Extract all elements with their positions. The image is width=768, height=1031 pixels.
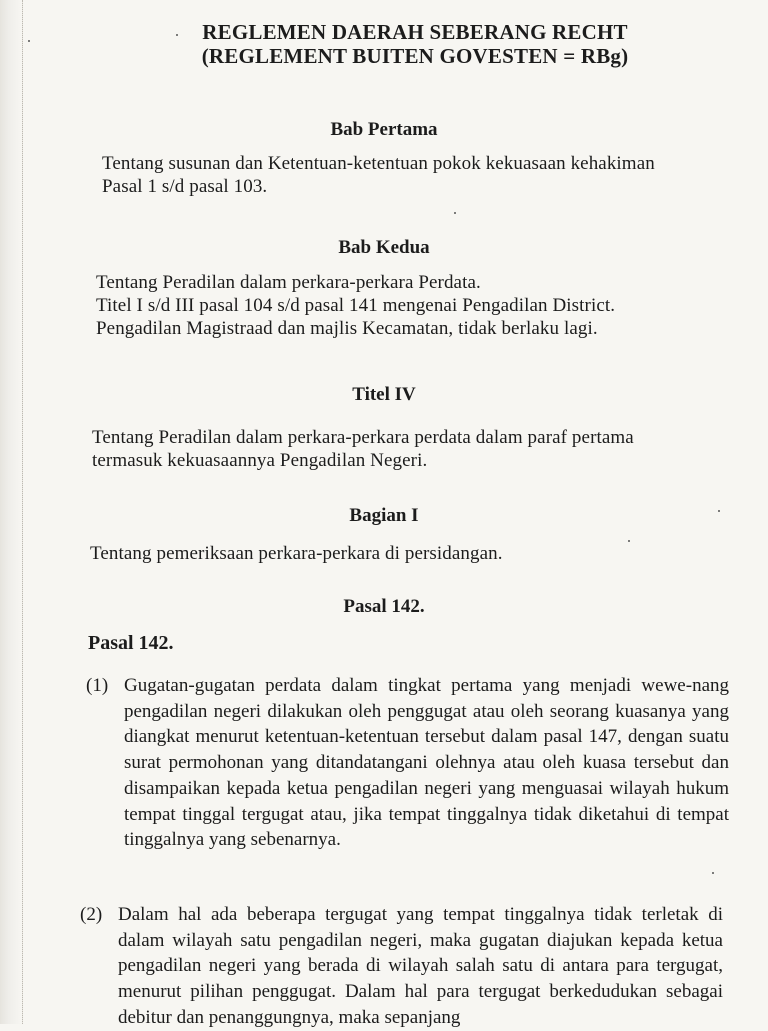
heading-bagian-i: Bagian I <box>349 505 419 526</box>
text-line: Tentang Peradilan dalam perkara-perkara Perdata. <box>96 272 481 293</box>
item-text: Dalam hal ada beberapa tergugat yang tempat tinggalnya tidak terletak di dalam wilayah satu pengadilan negeri, maka gugatan diajukan kepada ketua pengadilan negeri yang berada di wilayah salah satu di antara para tergugat, menurut pilihan penggugat. Dalam hal para tergugat berkedudukan sebagai debitur dan penanggungnya, maka sepanjang <box>118 904 723 1028</box>
heading-titel-iv: Titel IV <box>352 384 416 405</box>
scan-speck <box>176 34 178 36</box>
paragraph-titel-iv <box>92 426 762 472</box>
text-line: termasuk kekuasaannya Pengadilan Negeri. <box>92 450 428 471</box>
text-line: Titel I s/d III pasal 104 s/d pasal 141 mengenai Pengadilan District. <box>96 295 616 316</box>
scan-speck <box>454 212 456 214</box>
item-number: (2) <box>80 904 103 925</box>
document-title <box>190 20 640 68</box>
heading-pasal-142-centered: Pasal 142. <box>343 596 425 617</box>
scan-speck <box>28 40 30 42</box>
paragraph-bagian-i <box>90 542 750 565</box>
paragraph-bab-kedua <box>96 271 756 340</box>
paragraph-bab-pertama <box>102 152 762 198</box>
text-line: Tentang Peradilan dalam perkara-perkara perdata dalam paraf pertama <box>92 427 634 448</box>
text-line: Pasal 1 s/d pasal 103. <box>102 176 268 197</box>
text-line: Tentang pemeriksaan perkara-perkara di persidangan. <box>90 543 503 564</box>
title-line-2: (REGLEMENT BUITEN GOVESTEN = RBg) <box>201 44 629 68</box>
item-number: (1) <box>86 675 109 696</box>
item-text: Gugatan-gugatan perdata dalam tingkat pertama yang menjadi wewe-nang pengadilan negeri dilakukan oleh penggugat atau oleh seorang kuasanya yang diangkat menurut ketentuan-ketentuan tersebut dalam pasal 147, dengan suatu surat permohonan yang ditandatangani olehnya atau oleh kuasa tersebut dan disampaikan kepada ketua pengadilan negeri yang menguasai wilayah hukum tempat tinggal tergugat atau, jika tempat tinggalnya tidak diketahui di tempat tinggalnya yang sebenarnya. <box>124 675 729 851</box>
heading-pasal-142: Pasal 142. <box>88 632 174 654</box>
text-line: Tentang susunan dan Ketentuan-ketentuan pokok kekuasaan kehakiman <box>102 153 655 174</box>
heading-bab-pertama: Bab Pertama <box>330 119 438 140</box>
heading-bab-kedua: Bab Kedua <box>338 237 430 258</box>
scan-speck <box>712 872 714 874</box>
text-line: Pengadilan Magistraad dan majlis Kecamatan, tidak berlaku lagi. <box>96 318 598 339</box>
title-line-1: REGLEMEN DAERAH SEBERANG RECHT <box>202 20 628 44</box>
